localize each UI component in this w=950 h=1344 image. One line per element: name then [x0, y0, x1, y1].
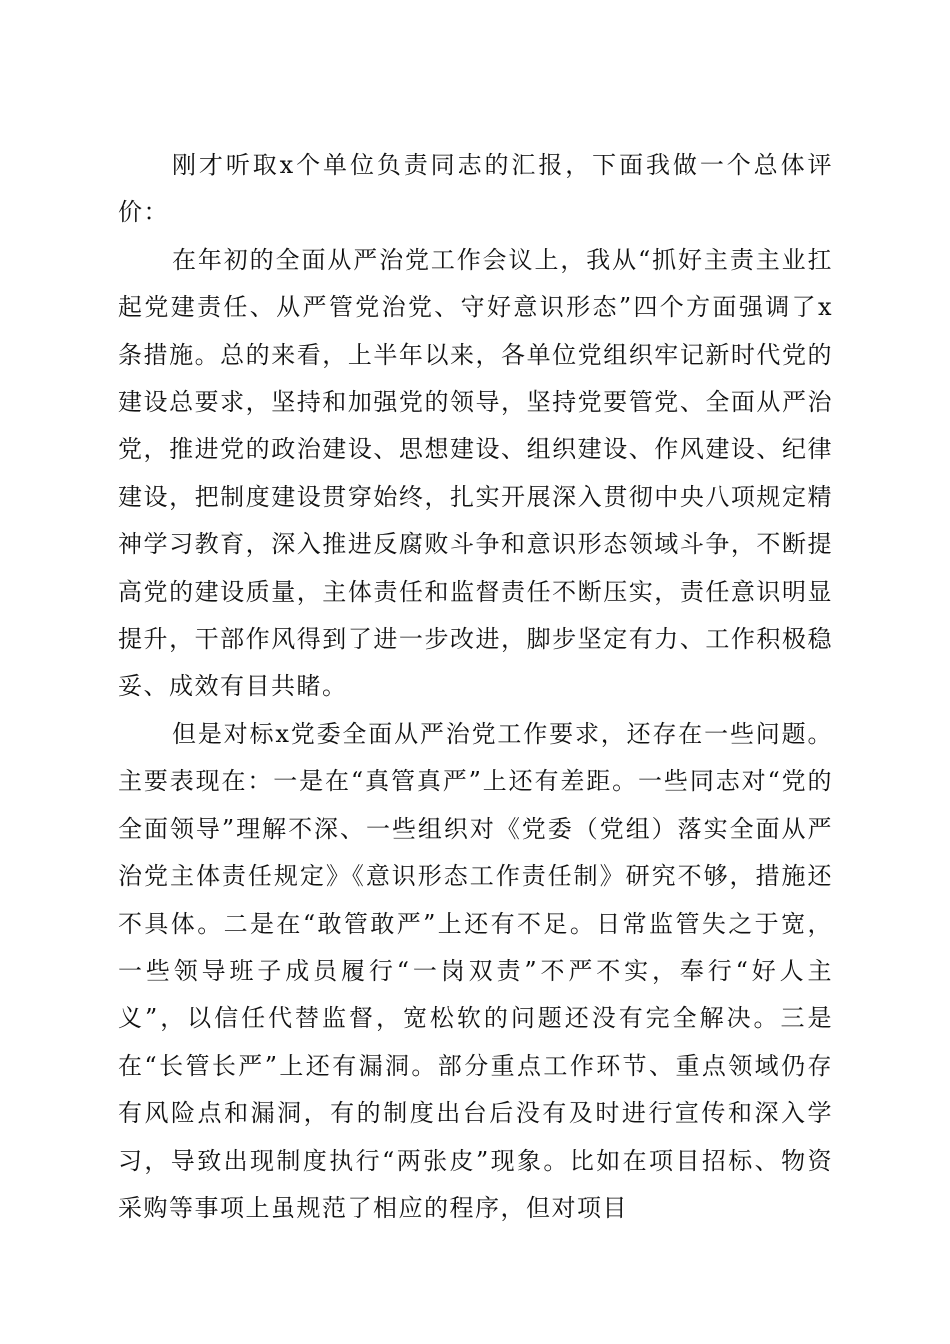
- document-body: [118, 142, 833, 1232]
- paragraph-achievements: 在年初的全面从严治党工作会议上，我从“抓好主责主业扛起党建责任、从严管党治党、守好意识形态”四个方面强调了x条措施。总的来看，上半年以来，各单位党组织牢记新时代党的建设总要求，坚持和加强党的领导，坚持党要管党、全面从严治党，推进党的政治建设、思想建设、组织建设、作风建设、纪律建设，把制度建设贯穿始终，扎实开展深入贯彻中央八项规定精神学习教育，深入推进反腐败斗争和意识形态领域斗争，不断提高党的建设质量，主体责任和监督责任不断压实，责任意识明显提升，干部作风得到了进一步改进，脚步坚定有力、工作积极稳妥、成效有目共睹。: [118, 245, 833, 701]
- paragraph-problems: 但是对标x党委全面从严治党工作要求，还存在一些问题。主要表现在：一是在“真管真严”上还有差距。一些同志对“党的全面领导”理解不深、一些组织对《党委（党组）落实全面从严治党主体责任规定》《意识形态工作责任制》研究不够，措施还不具体。二是在“敢管敢严”上还有不足。日常监管失之于宽，一些领导班子成员履行“一岗双责”不严不实，奉行“好人主义”，以信任代替监督，宽松软的问题还没有完全解决。三是在“长管长严”上还有漏洞。部分重点工作环节、重点领域仍存有风险点和漏洞，有的制度出台后没有及时进行宣传和深入学习，导致出现制度执行“两张皮”现象。比如在项目招标、物资采购等事项上虽规范了相应的程序，但对项目: [118, 719, 833, 1222]
- paragraph-opening: 刚才听取x个单位负责同志的汇报，下面我做一个总体评价：: [118, 151, 833, 227]
